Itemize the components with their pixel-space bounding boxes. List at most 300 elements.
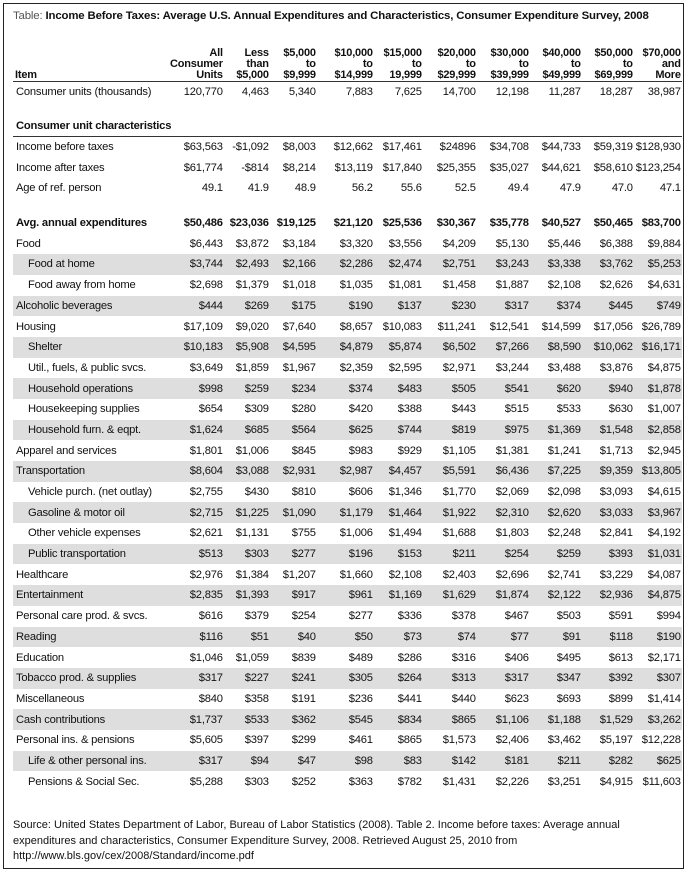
row-value: $280 — [291, 403, 316, 416]
row-value: $1,384 — [235, 568, 269, 581]
row-value: $3,649 — [189, 361, 223, 374]
row-value: $21,120 — [333, 217, 373, 230]
row-label: Other vehicle expenses — [28, 527, 141, 540]
row-value: $2,493 — [224, 254, 270, 275]
row-value: $16,171 — [634, 337, 682, 358]
table-row — [13, 157, 682, 178]
row-value: $269 — [224, 296, 270, 317]
table-row — [13, 709, 682, 730]
column-header — [270, 33, 317, 82]
row-value: $347 — [530, 668, 582, 689]
row-value: $505 — [423, 378, 477, 399]
section-heading-row — [13, 116, 682, 137]
row-value: $3,093 — [599, 486, 633, 499]
row-label: Housekeeping supplies — [28, 403, 140, 416]
row-value: $1,346 — [388, 486, 422, 499]
table-row — [13, 358, 682, 379]
row-value: $336 — [397, 610, 422, 623]
row-label: Entertainment — [13, 585, 170, 606]
row-value: $241 — [270, 668, 317, 689]
row-value: $12,662 — [333, 141, 373, 154]
row-value: $123,254 — [635, 161, 681, 174]
column-header-line: to — [518, 58, 529, 70]
row-value: $1,624 — [170, 420, 224, 441]
row-value: $2,751 — [423, 254, 477, 275]
row-value: 49.4 — [507, 182, 529, 195]
row-value: $2,359 — [339, 361, 373, 374]
row-value: $1,573 — [442, 734, 476, 747]
row-value: $865 — [423, 709, 477, 730]
row-value: $1,737 — [170, 709, 224, 730]
row-value: $77 — [477, 627, 530, 648]
row-value: $17,056 — [593, 320, 633, 333]
row-value: $443 — [451, 403, 476, 416]
row-value: -$814 — [241, 161, 269, 174]
row-value: $1,414 — [647, 692, 681, 705]
column-header-line: $69,999 — [594, 69, 633, 81]
row-value: $5,908 — [224, 337, 270, 358]
row-value: $316 — [451, 651, 476, 664]
row-label: Housing — [16, 320, 56, 333]
row-value: $406 — [504, 651, 529, 664]
column-header-line: Consumer — [170, 58, 223, 70]
table-row — [13, 585, 682, 606]
column-header-line: $5,000 — [236, 69, 269, 81]
row-value: $190 — [634, 627, 682, 648]
row-value: $35,778 — [489, 217, 529, 230]
row-value: $6,443 — [189, 237, 223, 250]
row-value: $3,251 — [547, 775, 581, 788]
row-value: $467 — [504, 610, 529, 623]
row-value: $620 — [530, 378, 582, 399]
row-value: $362 — [270, 709, 317, 730]
table-row — [13, 771, 682, 792]
row-value: $8,604 — [170, 461, 224, 482]
row-value: $4,879 — [317, 337, 374, 358]
row-value: $2,755 — [189, 486, 223, 499]
row-value: $2,936 — [582, 585, 634, 606]
row-value: $234 — [270, 378, 317, 399]
row-value: $3,876 — [599, 361, 633, 374]
column-header-line: $40,000 — [542, 47, 581, 59]
row-value: $744 — [374, 420, 423, 441]
row-value: $264 — [374, 668, 423, 689]
row-value: $227 — [224, 668, 270, 689]
row-value: $2,835 — [170, 585, 224, 606]
row-value: $10,062 — [582, 337, 634, 358]
column-header — [634, 33, 682, 82]
row-value: $685 — [224, 420, 270, 441]
row-value: $5,288 — [189, 775, 223, 788]
column-header-line: $70,000 — [642, 47, 681, 59]
section-heading: Consumer unit characteristics — [13, 116, 682, 137]
table-row — [13, 399, 682, 420]
table-row — [13, 337, 682, 358]
row-value: $1,035 — [339, 279, 373, 292]
row-value: $59,319 — [593, 141, 633, 154]
row-value: $254 — [477, 544, 530, 565]
row-value: $1,967 — [282, 361, 316, 374]
row-value: $5,874 — [374, 337, 423, 358]
column-header-line: Units — [196, 69, 223, 81]
row-value: $303 — [224, 544, 270, 565]
row-value: $2,248 — [547, 527, 581, 540]
row-value: $25,536 — [382, 217, 422, 230]
row-value: $317 — [477, 668, 530, 689]
row-value: $63,563 — [183, 141, 223, 154]
row-value: $3,088 — [224, 461, 270, 482]
row-value: $305 — [317, 668, 374, 689]
row-value: $983 — [348, 444, 373, 457]
row-value: $1,629 — [423, 585, 477, 606]
row-value: 38,987 — [647, 86, 681, 99]
row-value: 49.1 — [201, 182, 223, 195]
row-value: $3,744 — [170, 254, 224, 275]
column-header-line: More — [655, 69, 681, 81]
table-row — [13, 296, 682, 317]
row-value: $61,774 — [183, 161, 223, 174]
row-value: $1,106 — [477, 709, 530, 730]
row-value: $929 — [397, 444, 422, 457]
row-value: $230 — [423, 296, 477, 317]
row-label: Public transportation — [13, 544, 170, 565]
row-value: $379 — [244, 610, 269, 623]
row-value: $317 — [170, 751, 224, 772]
row-value: $533 — [556, 403, 581, 416]
row-value: $40 — [270, 627, 317, 648]
row-value: $358 — [244, 692, 269, 705]
row-value: $1,225 — [224, 502, 270, 523]
row-value: $12,541 — [489, 320, 529, 333]
row-value: $940 — [582, 378, 634, 399]
row-value: 47.0 — [611, 182, 633, 195]
row-label: Tobacco prod. & supplies — [13, 668, 170, 689]
row-value: $2,715 — [170, 502, 224, 523]
row-value: $2,841 — [599, 527, 633, 540]
row-value: 41.9 — [247, 182, 269, 195]
row-value: $13,119 — [334, 161, 373, 174]
row-value: $5,605 — [189, 734, 223, 747]
row-value: $533 — [224, 709, 270, 730]
row-value: $13,805 — [634, 461, 682, 482]
table-title — [13, 10, 649, 22]
row-label: Reading — [13, 627, 170, 648]
row-value: $116 — [170, 627, 224, 648]
row-value: $9,884 — [647, 237, 681, 250]
row-value: $392 — [582, 668, 634, 689]
row-label: Gasoline & motor oil — [13, 502, 170, 523]
row-value: $282 — [582, 751, 634, 772]
row-value: $50,465 — [593, 217, 633, 230]
row-value: $1,006 — [339, 527, 373, 540]
row-value: $7,225 — [530, 461, 582, 482]
row-label: Age of ref. person — [16, 182, 102, 195]
row-label: Education — [16, 651, 64, 664]
column-header-line: than — [246, 58, 269, 70]
row-label: Food — [16, 237, 41, 250]
row-value: $7,640 — [282, 320, 316, 333]
row-value: $591 — [608, 610, 633, 623]
row-value: 55.6 — [400, 182, 422, 195]
row-value: $819 — [423, 420, 477, 441]
row-value: $1,713 — [599, 444, 633, 457]
row-value: $3,262 — [634, 709, 682, 730]
row-value: $2,474 — [374, 254, 423, 275]
row-value: $3,556 — [388, 237, 422, 250]
row-value: $1,179 — [317, 502, 374, 523]
row-label: Apparel and services — [16, 444, 117, 457]
row-value: $1,548 — [582, 420, 634, 441]
row-value: $175 — [270, 296, 317, 317]
table-row — [13, 523, 682, 544]
row-value: $236 — [348, 692, 373, 705]
table-row — [13, 668, 682, 689]
row-value: $40,527 — [541, 217, 581, 230]
row-label: Vehicle purch. (net outlay) — [28, 486, 152, 499]
row-value: $24896 — [439, 141, 476, 154]
table-row — [13, 178, 682, 199]
row-value: $630 — [608, 403, 633, 416]
row-value: $181 — [477, 751, 530, 772]
table-row — [13, 689, 682, 710]
row-value: $118 — [582, 627, 634, 648]
table-title-text: Income Before Taxes: Average U.S. Annual Expenditures and Characteristics, Consumer Expenditure Survey, 2008 — [45, 10, 649, 22]
row-value: $441 — [397, 692, 422, 705]
row-value: $83 — [374, 751, 423, 772]
row-value: $1,369 — [530, 420, 582, 441]
row-value: $440 — [451, 692, 476, 705]
row-value: $420 — [348, 403, 373, 416]
row-value: $51 — [224, 627, 270, 648]
row-value: $3,762 — [582, 254, 634, 275]
row-value: $541 — [477, 378, 530, 399]
row-label: Household furn. & eqpt. — [13, 420, 170, 441]
table-row — [13, 730, 682, 751]
table-row — [13, 378, 682, 399]
column-header — [317, 33, 374, 82]
row-value: $625 — [634, 751, 682, 772]
row-label: Healthcare — [16, 568, 69, 581]
row-value: 47.9 — [559, 182, 581, 195]
expenditure-table — [13, 33, 682, 792]
row-value: $8,214 — [282, 161, 316, 174]
row-value: $142 — [423, 751, 477, 772]
row-value: $865 — [397, 734, 422, 747]
row-value: $3,462 — [547, 734, 581, 747]
row-value: $513 — [170, 544, 224, 565]
column-header-line: $39,999 — [490, 69, 529, 81]
row-value: $693 — [556, 692, 581, 705]
row-label: Personal care prod. & svcs. — [16, 610, 148, 623]
row-label: Food away from home — [28, 279, 136, 292]
row-value: $4,595 — [270, 337, 317, 358]
row-value: 14,700 — [442, 86, 476, 99]
column-header-line: and — [661, 58, 681, 70]
row-value: 5,340 — [288, 86, 316, 99]
row-label: Consumer units (thousands) — [16, 86, 152, 99]
row-value: $73 — [374, 627, 423, 648]
row-value: $190 — [317, 296, 374, 317]
row-value: -$1,092 — [232, 141, 269, 154]
row-value: $564 — [270, 420, 317, 441]
column-header — [423, 33, 477, 82]
spacer-cell — [13, 102, 682, 116]
source-note: Source: United States Department of Labor, Bureau of Labor Statistics (2008). Table 2. Income before taxes: Average annual expenditures and characteristics, Consumer Expenditure Survey, 2008. Retrieved August 25, 2010 from http://www.bls.gov/cex/2008/Standard/income.pdf — [13, 819, 620, 862]
row-value: $616 — [198, 610, 223, 623]
row-value: $303 — [244, 775, 269, 788]
row-value: $2,406 — [495, 734, 529, 747]
row-value: $1,059 — [235, 651, 269, 664]
column-header-line: to — [305, 58, 316, 70]
row-value: $8,657 — [339, 320, 373, 333]
row-value: $44,733 — [541, 141, 581, 154]
row-value: 47.1 — [659, 182, 681, 195]
column-header-line: $29,999 — [437, 69, 476, 81]
table-row — [13, 213, 682, 234]
row-value: $374 — [317, 378, 374, 399]
column-header-line: $20,000 — [437, 47, 476, 59]
row-value: $1,529 — [582, 709, 634, 730]
row-value: $374 — [530, 296, 582, 317]
row-value: $1,006 — [235, 444, 269, 457]
table-row — [13, 461, 682, 482]
row-value: $2,122 — [530, 585, 582, 606]
row-label: Cash contributions — [13, 709, 170, 730]
table-row — [13, 233, 682, 254]
row-value: $10,183 — [170, 337, 224, 358]
row-value: $1,081 — [388, 279, 422, 292]
row-value: $1,105 — [442, 444, 476, 457]
row-value: $378 — [451, 610, 476, 623]
row-value: $613 — [608, 651, 633, 664]
row-value: $623 — [504, 692, 529, 705]
row-value: 18,287 — [599, 86, 633, 99]
row-value: $1,007 — [647, 403, 681, 416]
row-value: 4,463 — [241, 86, 269, 99]
row-value: $1,046 — [189, 651, 223, 664]
row-value: $503 — [556, 610, 581, 623]
row-value: $489 — [348, 651, 373, 664]
row-value: $445 — [582, 296, 634, 317]
row-value: $654 — [198, 403, 223, 416]
row-value: $2,945 — [647, 444, 681, 457]
row-value: $23,036 — [229, 217, 269, 230]
row-value: $2,108 — [388, 568, 422, 581]
row-value: $8,003 — [282, 141, 316, 154]
row-value: $1,169 — [374, 585, 423, 606]
row-value: $9,359 — [582, 461, 634, 482]
table-row — [13, 482, 682, 503]
row-label: Food at home — [13, 254, 170, 275]
row-value: $5,253 — [634, 254, 682, 275]
row-value: $30,367 — [436, 217, 476, 230]
table-row — [13, 502, 682, 523]
row-value: $26,789 — [641, 320, 681, 333]
row-value: $10,083 — [382, 320, 422, 333]
column-header-line: to — [362, 58, 373, 70]
row-value: $4,615 — [647, 486, 681, 499]
row-value: $1,379 — [235, 279, 269, 292]
row-value: 120,770 — [183, 86, 223, 99]
row-value: $363 — [348, 775, 373, 788]
row-value: $461 — [348, 734, 373, 747]
row-value: $3,967 — [634, 502, 682, 523]
row-value: $4,631 — [647, 279, 681, 292]
row-value: $11,241 — [437, 320, 476, 333]
row-value: $259 — [224, 378, 270, 399]
column-header-line: $9,999 — [283, 69, 316, 81]
row-value: $839 — [291, 651, 316, 664]
row-value: $2,626 — [599, 279, 633, 292]
table-row — [13, 647, 682, 668]
row-value: $755 — [291, 527, 316, 540]
row-value: $128,930 — [635, 141, 681, 154]
row-label: Personal ins. & pensions — [16, 734, 135, 747]
row-value: 48.9 — [294, 182, 316, 195]
row-value: $961 — [317, 585, 374, 606]
row-value: $11,603 — [642, 775, 681, 788]
row-value: $2,226 — [495, 775, 529, 788]
column-header — [224, 33, 270, 82]
row-value: $14,599 — [541, 320, 581, 333]
row-value: 52.5 — [454, 182, 476, 195]
table-row — [13, 420, 682, 441]
row-value: 7,625 — [394, 86, 422, 99]
row-value: $8,590 — [530, 337, 582, 358]
row-value: $2,620 — [530, 502, 582, 523]
row-value: $3,872 — [235, 237, 269, 250]
row-value: $35,027 — [489, 161, 529, 174]
row-value: $44,621 — [541, 161, 581, 174]
row-value: $1,874 — [477, 585, 530, 606]
row-value: $2,286 — [317, 254, 374, 275]
row-value: $1,688 — [442, 527, 476, 540]
row-value: $1,770 — [442, 486, 476, 499]
row-value: $2,741 — [547, 568, 581, 581]
row-value: $1,018 — [282, 279, 316, 292]
row-label: Life & other personal ins. — [13, 751, 170, 772]
table-row — [13, 137, 682, 158]
row-value: $1,859 — [235, 361, 269, 374]
row-value: $1,494 — [388, 527, 422, 540]
column-header — [530, 33, 582, 82]
table-row — [13, 316, 682, 337]
table-row — [13, 606, 682, 627]
row-value: 56.2 — [351, 182, 373, 195]
row-value: $430 — [244, 486, 269, 499]
column-header-line: $15,000 — [383, 47, 422, 59]
row-value: $2,621 — [189, 527, 223, 540]
row-value: 12,198 — [495, 86, 529, 99]
table-row — [13, 544, 682, 565]
column-header-line: $50,000 — [594, 47, 633, 59]
row-value: $211 — [530, 751, 582, 772]
row-value: $397 — [244, 734, 269, 747]
row-value: $2,108 — [547, 279, 581, 292]
row-value: $17,109 — [183, 320, 223, 333]
row-value: $2,403 — [442, 568, 476, 581]
row-value: $1,207 — [282, 568, 316, 581]
row-value: $98 — [317, 751, 374, 772]
row-value: $3,320 — [339, 237, 373, 250]
row-label: Shelter — [13, 337, 170, 358]
row-value: $1,660 — [339, 568, 373, 581]
row-value: $94 — [224, 751, 270, 772]
row-value: $254 — [291, 610, 316, 623]
row-value: $58,610 — [593, 161, 633, 174]
row-value: $834 — [374, 709, 423, 730]
row-value: $1,031 — [634, 544, 682, 565]
